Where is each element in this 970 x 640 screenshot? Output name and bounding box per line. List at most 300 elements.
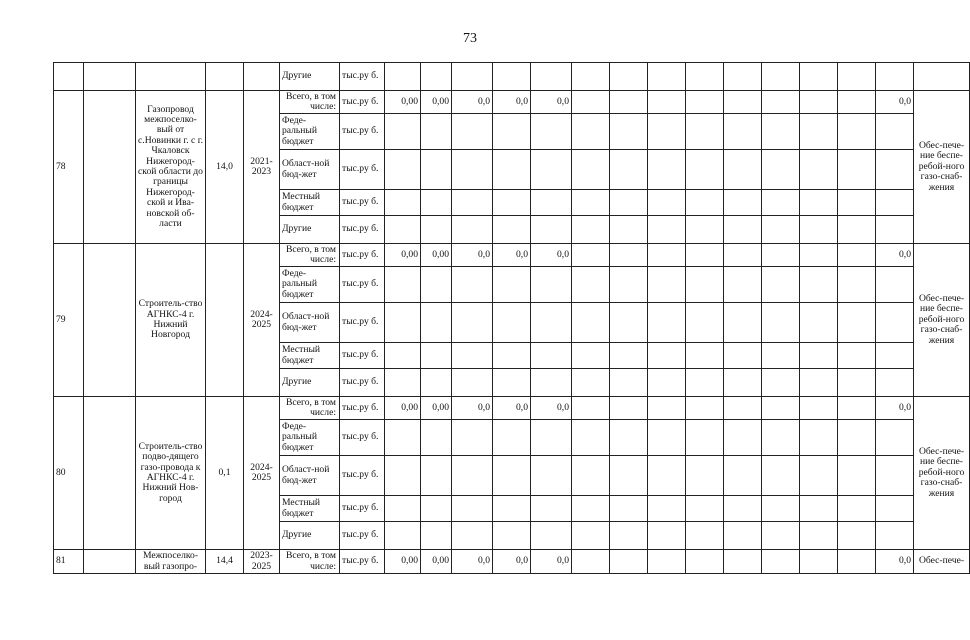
note-cell: Обес-пече-ние беспе-ребой-ного газо-снаб-жения	[914, 91, 970, 244]
empty-cell	[610, 114, 648, 150]
empty-cell	[724, 216, 762, 244]
row-index: 81	[54, 550, 84, 574]
empty-cell	[762, 343, 800, 369]
value-cell: 0,00	[421, 244, 452, 267]
value-cell: 0,0	[452, 550, 493, 574]
object-name: Газопровод межпоселко-вый от с.Новинки г. с г. Чкаловск Нижегород-ской области до границы Нижегород-ской и Ива-новской об-ласти	[136, 91, 206, 244]
row-index: 79	[54, 244, 84, 397]
empty-cell	[648, 114, 686, 150]
empty-cell	[876, 496, 914, 522]
empty-cell	[452, 496, 493, 522]
empty-cell	[762, 369, 800, 397]
empty-cell	[136, 63, 206, 91]
empty-cell	[452, 267, 493, 303]
empty-cell	[800, 244, 838, 267]
empty-cell	[572, 343, 610, 369]
value-cell: 0,0	[452, 397, 493, 420]
empty-cell	[531, 496, 572, 522]
value-cell: 0,00	[421, 91, 452, 114]
empty-cell	[572, 267, 610, 303]
empty-cell	[493, 190, 531, 216]
page-number: 73	[463, 31, 477, 46]
empty-cell	[724, 63, 762, 91]
empty-cell	[572, 63, 610, 91]
value-cell: 0,0	[493, 550, 531, 574]
empty-cell	[686, 244, 724, 267]
empty-cell	[686, 91, 724, 114]
empty-cell	[421, 63, 452, 91]
empty-cell	[421, 343, 452, 369]
row-index: 80	[54, 397, 84, 550]
length-cell: 14,4	[206, 550, 244, 574]
value-cell: 0,0	[531, 397, 572, 420]
empty-cell	[686, 63, 724, 91]
empty-cell	[452, 343, 493, 369]
empty-cell	[610, 397, 648, 420]
source-cell: Област-ной бюд-жет	[280, 150, 340, 190]
empty-cell	[648, 216, 686, 244]
empty-cell	[876, 303, 914, 343]
empty-cell	[385, 522, 421, 550]
empty-cell	[385, 190, 421, 216]
unit-cell: тыс.ру б.	[340, 216, 385, 244]
value-cell: 0,00	[385, 550, 421, 574]
empty-cell	[531, 114, 572, 150]
empty-cell	[686, 114, 724, 150]
period-cell: 2024-2025	[244, 244, 280, 397]
empty-cell	[800, 150, 838, 190]
value-cell: 0,00	[421, 550, 452, 574]
empty-cell	[686, 456, 724, 496]
empty-cell	[572, 190, 610, 216]
value-cell: 0,0	[493, 91, 531, 114]
empty-cell	[648, 369, 686, 397]
empty-cell	[724, 397, 762, 420]
note-cell: Обес-пече-ние беспе-ребой-ного газо-снаб-жения	[914, 244, 970, 397]
period-cell: 2021-2023	[244, 91, 280, 244]
value-cell: 0,0	[531, 550, 572, 574]
empty-cell	[762, 397, 800, 420]
empty-cell	[421, 216, 452, 244]
empty-cell	[421, 114, 452, 150]
empty-cell	[421, 150, 452, 190]
empty-cell	[724, 190, 762, 216]
empty-cell	[452, 150, 493, 190]
empty-cell	[531, 267, 572, 303]
empty-cell	[724, 267, 762, 303]
empty-cell	[531, 522, 572, 550]
empty-cell	[800, 420, 838, 456]
empty-cell	[610, 303, 648, 343]
empty-cell	[493, 522, 531, 550]
table-row	[54, 63, 970, 91]
empty-cell	[648, 343, 686, 369]
value-cell: 0,0	[876, 244, 914, 267]
value-cell: 0,0	[876, 550, 914, 574]
empty-cell	[724, 91, 762, 114]
empty-cell	[421, 420, 452, 456]
empty-cell	[452, 522, 493, 550]
empty-cell	[421, 369, 452, 397]
empty-cell	[686, 496, 724, 522]
empty-cell	[686, 550, 724, 574]
empty-cell	[762, 216, 800, 244]
empty-cell	[84, 244, 136, 397]
empty-cell	[762, 267, 800, 303]
empty-cell	[385, 420, 421, 456]
empty-cell	[493, 63, 531, 91]
empty-cell	[838, 397, 876, 420]
unit-cell: тыс.ру б.	[340, 190, 385, 216]
empty-cell	[610, 216, 648, 244]
empty-cell	[84, 63, 136, 91]
unit-cell: тыс.ру б.	[340, 63, 385, 91]
empty-cell	[572, 150, 610, 190]
empty-cell	[452, 369, 493, 397]
note-cell: Обес-пече-	[914, 550, 970, 574]
empty-cell	[876, 420, 914, 456]
empty-cell	[421, 522, 452, 550]
source-cell: Област-ной бюд-жет	[280, 303, 340, 343]
source-cell: Феде-ральный бюджет	[280, 267, 340, 303]
empty-cell	[648, 397, 686, 420]
empty-cell	[762, 244, 800, 267]
empty-cell	[838, 63, 876, 91]
empty-cell	[452, 63, 493, 91]
source-cell: Местный бюджет	[280, 496, 340, 522]
empty-cell	[762, 522, 800, 550]
empty-cell	[724, 456, 762, 496]
empty-cell	[762, 303, 800, 343]
empty-cell	[572, 456, 610, 496]
period-cell: 2023-2025	[244, 550, 280, 574]
object-name: Строитель-ство АГНКС-4 г. Нижний Новгород	[136, 244, 206, 397]
empty-cell	[531, 343, 572, 369]
empty-cell	[724, 522, 762, 550]
empty-cell	[686, 369, 724, 397]
empty-cell	[686, 267, 724, 303]
empty-cell	[762, 550, 800, 574]
empty-cell	[914, 63, 970, 91]
table-row	[54, 244, 970, 267]
empty-cell	[421, 303, 452, 343]
empty-cell	[572, 496, 610, 522]
value-cell: 0,0	[531, 91, 572, 114]
empty-cell	[206, 63, 244, 91]
empty-cell	[572, 114, 610, 150]
empty-cell	[531, 150, 572, 190]
empty-cell	[493, 267, 531, 303]
empty-cell	[686, 343, 724, 369]
empty-cell	[724, 303, 762, 343]
empty-cell	[724, 343, 762, 369]
empty-cell	[610, 244, 648, 267]
unit-cell: тыс.ру б.	[340, 496, 385, 522]
empty-cell	[686, 216, 724, 244]
value-cell: 0,0	[531, 244, 572, 267]
empty-cell	[385, 216, 421, 244]
empty-cell	[493, 303, 531, 343]
empty-cell	[531, 303, 572, 343]
empty-cell	[531, 190, 572, 216]
empty-cell	[800, 114, 838, 150]
empty-cell	[572, 550, 610, 574]
empty-cell	[572, 91, 610, 114]
empty-cell	[648, 456, 686, 496]
empty-cell	[800, 456, 838, 496]
empty-cell	[648, 267, 686, 303]
empty-cell	[724, 369, 762, 397]
period-cell: 2024-2025	[244, 397, 280, 550]
source-cell: Местный бюджет	[280, 190, 340, 216]
source-cell: Всего, в том числе:	[280, 244, 340, 267]
empty-cell	[493, 343, 531, 369]
unit-cell: тыс.ру б.	[340, 550, 385, 574]
empty-cell	[84, 397, 136, 550]
empty-cell	[385, 369, 421, 397]
empty-cell	[838, 91, 876, 114]
empty-cell	[421, 190, 452, 216]
table-row	[54, 91, 970, 114]
empty-cell	[876, 456, 914, 496]
empty-cell	[800, 190, 838, 216]
length-cell: 14,0	[206, 91, 244, 244]
empty-cell	[800, 303, 838, 343]
empty-cell	[493, 420, 531, 456]
empty-cell	[385, 150, 421, 190]
empty-cell	[531, 420, 572, 456]
empty-cell	[610, 369, 648, 397]
empty-cell	[84, 91, 136, 244]
empty-cell	[648, 303, 686, 343]
unit-cell: тыс.ру б.	[340, 150, 385, 190]
unit-cell: тыс.ру б.	[340, 267, 385, 303]
unit-cell: тыс.ру б.	[340, 114, 385, 150]
table-row	[54, 550, 970, 574]
value-cell: 0,00	[421, 397, 452, 420]
empty-cell	[838, 550, 876, 574]
empty-cell	[838, 150, 876, 190]
empty-cell	[800, 522, 838, 550]
empty-cell	[838, 522, 876, 550]
empty-cell	[876, 369, 914, 397]
empty-cell	[686, 522, 724, 550]
empty-cell	[610, 343, 648, 369]
empty-cell	[648, 420, 686, 456]
empty-cell	[838, 420, 876, 456]
empty-cell	[800, 91, 838, 114]
empty-cell	[762, 420, 800, 456]
value-cell: 0,0	[493, 397, 531, 420]
empty-cell	[452, 303, 493, 343]
empty-cell	[762, 114, 800, 150]
empty-cell	[610, 496, 648, 522]
empty-cell	[876, 190, 914, 216]
unit-cell: тыс.ру б.	[340, 244, 385, 267]
empty-cell	[648, 190, 686, 216]
empty-cell	[452, 216, 493, 244]
source-cell: Феде-ральный бюджет	[280, 420, 340, 456]
value-cell: 0,0	[452, 244, 493, 267]
empty-cell	[572, 397, 610, 420]
empty-cell	[572, 216, 610, 244]
empty-cell	[610, 420, 648, 456]
empty-cell	[800, 343, 838, 369]
empty-cell	[648, 496, 686, 522]
empty-cell	[452, 114, 493, 150]
empty-cell	[800, 267, 838, 303]
unit-cell: тыс.ру б.	[340, 91, 385, 114]
empty-cell	[762, 63, 800, 91]
empty-cell	[648, 522, 686, 550]
empty-cell	[493, 216, 531, 244]
empty-cell	[876, 63, 914, 91]
unit-cell: тыс.ру б.	[340, 420, 385, 456]
empty-cell	[531, 216, 572, 244]
unit-cell: тыс.ру б.	[340, 303, 385, 343]
empty-cell	[452, 456, 493, 496]
value-cell: 0,0	[876, 91, 914, 114]
empty-cell	[876, 114, 914, 150]
row-index: 78	[54, 91, 84, 244]
empty-cell	[876, 522, 914, 550]
empty-cell	[838, 456, 876, 496]
empty-cell	[572, 303, 610, 343]
empty-cell	[385, 303, 421, 343]
empty-cell	[648, 150, 686, 190]
object-name: Межпоселко-вый газопро-	[136, 550, 206, 574]
source-cell: Местный бюджет	[280, 343, 340, 369]
unit-cell: тыс.ру б.	[340, 456, 385, 496]
empty-cell	[610, 550, 648, 574]
empty-cell	[421, 267, 452, 303]
empty-cell	[572, 420, 610, 456]
unit-cell: тыс.ру б.	[340, 369, 385, 397]
empty-cell	[610, 91, 648, 114]
empty-cell	[493, 114, 531, 150]
empty-cell	[572, 244, 610, 267]
empty-cell	[724, 496, 762, 522]
empty-cell	[493, 456, 531, 496]
source-cell: Другие	[280, 369, 340, 397]
empty-cell	[244, 63, 280, 91]
value-cell: 0,00	[385, 91, 421, 114]
empty-cell	[531, 63, 572, 91]
empty-cell	[610, 63, 648, 91]
empty-cell	[385, 343, 421, 369]
empty-cell	[724, 244, 762, 267]
empty-cell	[800, 216, 838, 244]
empty-cell	[762, 91, 800, 114]
source-cell: Всего, в том числе:	[280, 550, 340, 574]
empty-cell	[762, 190, 800, 216]
empty-cell	[648, 91, 686, 114]
empty-cell	[493, 150, 531, 190]
empty-cell	[531, 369, 572, 397]
empty-cell	[84, 550, 136, 574]
empty-cell	[800, 369, 838, 397]
empty-cell	[800, 550, 838, 574]
empty-cell	[648, 63, 686, 91]
value-cell: 0,0	[493, 244, 531, 267]
empty-cell	[686, 420, 724, 456]
note-cell: Обес-пече-ние беспе-ребой-ного газо-снаб-жения	[914, 397, 970, 550]
empty-cell	[686, 303, 724, 343]
empty-cell	[385, 63, 421, 91]
empty-cell	[838, 369, 876, 397]
empty-cell	[648, 244, 686, 267]
empty-cell	[838, 244, 876, 267]
value-cell: 0,00	[385, 397, 421, 420]
empty-cell	[686, 397, 724, 420]
source-cell: Феде-ральный бюджет	[280, 114, 340, 150]
source-cell: Всего, в том числе:	[280, 397, 340, 420]
empty-cell	[610, 522, 648, 550]
empty-cell	[610, 150, 648, 190]
empty-cell	[452, 420, 493, 456]
empty-cell	[648, 550, 686, 574]
empty-cell	[572, 522, 610, 550]
empty-cell	[686, 190, 724, 216]
length-cell	[206, 244, 244, 397]
empty-cell	[610, 456, 648, 496]
unit-cell: тыс.ру б.	[340, 397, 385, 420]
empty-cell	[876, 267, 914, 303]
empty-cell	[452, 190, 493, 216]
empty-cell	[838, 496, 876, 522]
length-cell: 0,1	[206, 397, 244, 550]
empty-cell	[762, 150, 800, 190]
empty-cell	[610, 267, 648, 303]
empty-cell	[610, 190, 648, 216]
empty-cell	[762, 456, 800, 496]
empty-cell	[800, 397, 838, 420]
empty-cell	[762, 496, 800, 522]
empty-cell	[493, 496, 531, 522]
empty-cell	[838, 190, 876, 216]
empty-cell	[572, 369, 610, 397]
empty-cell	[385, 456, 421, 496]
empty-cell	[876, 216, 914, 244]
value-cell: 0,0	[876, 397, 914, 420]
table-row	[54, 397, 970, 420]
source-cell: Всего, в том числе:	[280, 91, 340, 114]
empty-cell	[724, 150, 762, 190]
unit-cell: тыс.ру б.	[340, 522, 385, 550]
empty-cell	[421, 496, 452, 522]
empty-cell	[531, 456, 572, 496]
empty-cell	[800, 496, 838, 522]
empty-cell	[838, 216, 876, 244]
empty-cell	[385, 267, 421, 303]
object-name: Строитель-ство подво-дящего газо-провода к АГНКС-4 г. Нижний Нов-город	[136, 397, 206, 550]
empty-cell	[838, 267, 876, 303]
value-cell: 0,0	[452, 91, 493, 114]
source-cell: Другие	[280, 216, 340, 244]
empty-cell	[876, 343, 914, 369]
empty-cell	[385, 496, 421, 522]
empty-cell	[724, 420, 762, 456]
empty-cell	[838, 303, 876, 343]
value-cell: 0,00	[385, 244, 421, 267]
empty-cell	[385, 114, 421, 150]
empty-cell	[421, 456, 452, 496]
source-cell: Другие	[280, 63, 340, 91]
budget-table	[53, 62, 970, 574]
empty-cell	[838, 114, 876, 150]
empty-cell	[54, 63, 84, 91]
empty-cell	[838, 343, 876, 369]
